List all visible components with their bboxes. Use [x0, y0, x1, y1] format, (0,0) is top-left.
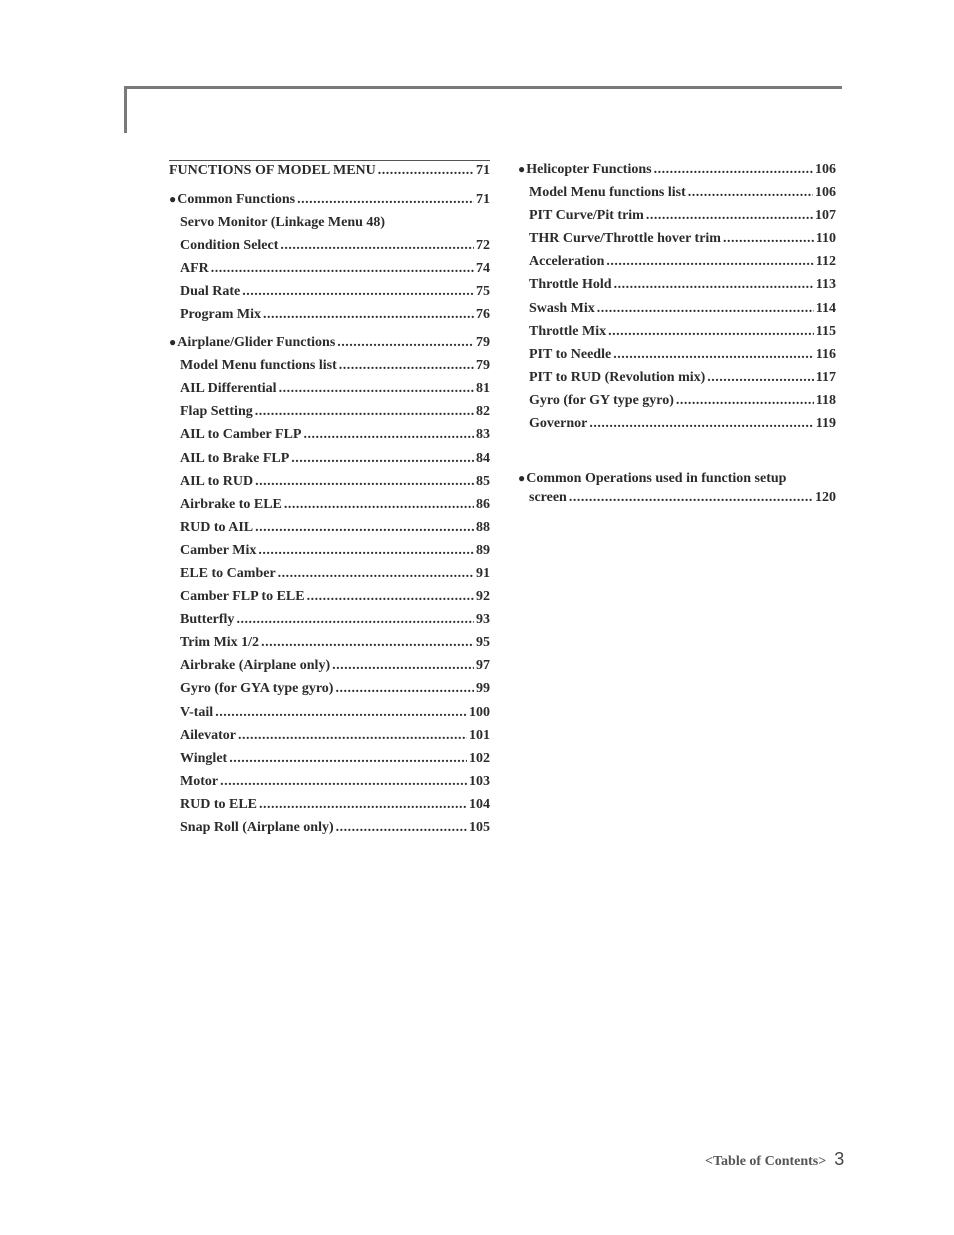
- toc-entry[interactable]: Acceleration ..... 112: [518, 252, 836, 275]
- dot-leader: [229, 749, 467, 768]
- toc-entry[interactable]: Snap Roll (Airplane only) ..... 105: [169, 818, 490, 841]
- toc-entry[interactable]: RUD to ELE ..... 104: [169, 795, 490, 818]
- dot-leader: [258, 541, 474, 560]
- dot-leader: [613, 345, 814, 364]
- dot-leader: [255, 472, 474, 491]
- dot-leader: [211, 259, 474, 278]
- toc-entry[interactable]: Butterfly ..... 93: [169, 610, 490, 633]
- toc-entry[interactable]: V-tail ..... 100: [169, 703, 490, 726]
- dot-leader: [335, 679, 474, 698]
- toc-entry[interactable]: Model Menu functions list ..... 106: [518, 183, 836, 206]
- toc-entry[interactable]: Motor ..... 103: [169, 772, 490, 795]
- toc-section-title[interactable]: [169, 160, 490, 182]
- dot-leader: [284, 495, 474, 514]
- bullet-icon: ●: [518, 471, 526, 486]
- toc-entry[interactable]: Swash Mix ..... 114: [518, 299, 836, 322]
- toc-entry[interactable]: Airbrake to ELE ..... 86: [169, 495, 490, 518]
- toc-entry[interactable]: Ailevator ..... 101: [169, 726, 490, 749]
- page-footer: [705, 1149, 844, 1170]
- dot-leader: [238, 726, 467, 745]
- toc-page-number: 71: [476, 163, 490, 178]
- bullet-icon: ●: [169, 335, 177, 350]
- toc-entry[interactable]: AIL to Brake FLP ..... 84: [169, 449, 490, 472]
- toc-left-column: [169, 160, 490, 841]
- toc-section-title-label: FUNCTIONS OF MODEL MENU: [169, 163, 376, 178]
- header-rule-left: [124, 86, 127, 133]
- toc-group-header[interactable]: ● Helicopter Functions ..... 106: [518, 160, 836, 183]
- toc-entry[interactable]: AIL to RUD ..... 85: [169, 472, 490, 495]
- dot-leader: [723, 229, 814, 248]
- dot-leader: [614, 275, 814, 294]
- toc-entry[interactable]: Winglet ..... 102: [169, 749, 490, 772]
- toc-entry[interactable]: AFR ..... 74: [169, 259, 490, 282]
- bullet-icon: ●: [518, 162, 526, 176]
- dot-leader: [261, 633, 474, 652]
- toc-common-operations[interactable]: [518, 469, 836, 507]
- toc-entry[interactable]: AIL Differential ..... 81: [169, 379, 490, 402]
- toc-entry[interactable]: PIT to Needle ..... 116: [518, 345, 836, 368]
- dot-leader: [280, 236, 474, 255]
- toc-common-ops-line2: screen: [529, 490, 567, 506]
- toc-entry[interactable]: Condition Select ..... 72: [169, 236, 490, 259]
- toc-entry[interactable]: Model Menu functions list ..... 79: [169, 356, 490, 379]
- header-rule-top: [124, 86, 842, 89]
- dot-leader: [339, 356, 474, 375]
- dot-leader: [255, 518, 474, 537]
- footer-toc-link[interactable]: <Table of Contents>: [705, 1154, 827, 1169]
- toc-entry[interactable]: Throttle Hold ..... 113: [518, 275, 836, 298]
- dot-leader: [606, 252, 813, 271]
- dot-leader: [654, 160, 813, 179]
- dot-leader: [589, 414, 813, 433]
- dot-leader: [332, 656, 474, 675]
- toc-right-column: [518, 160, 836, 507]
- toc-entry[interactable]: ELE to Camber ..... 91: [169, 564, 490, 587]
- dot-leader: [279, 379, 474, 398]
- dot-leader: [676, 391, 814, 410]
- dot-leader: [307, 587, 474, 606]
- dot-leader: [236, 610, 474, 629]
- toc-entry[interactable]: Gyro (for GYA type gyro) ..... 99: [169, 679, 490, 702]
- footer-page-number: 3: [834, 1149, 845, 1169]
- dot-leader: [259, 795, 467, 814]
- dot-leader: [278, 564, 474, 583]
- dot-leader: [215, 703, 467, 722]
- dot-leader: [220, 772, 467, 791]
- dot-leader: [688, 183, 813, 202]
- toc-entry[interactable]: Flap Setting ..... 82: [169, 402, 490, 425]
- dot-leader: [337, 333, 474, 352]
- toc-entry[interactable]: PIT to RUD (Revolution mix) ..... 117: [518, 368, 836, 391]
- toc-entry[interactable]: Camber FLP to ELE ..... 92: [169, 587, 490, 610]
- toc-entry[interactable]: Gyro (for GY type gyro) ..... 118: [518, 391, 836, 414]
- dot-leader: [242, 282, 474, 301]
- toc-common-ops-line1: Common Operations used in function setup: [526, 471, 787, 487]
- dot-leader: [597, 299, 814, 318]
- toc-entry[interactable]: Airbrake (Airplane only) ..... 97: [169, 656, 490, 679]
- toc-entry[interactable]: Servo Monitor (Linkage Menu 48): [180, 215, 386, 231]
- toc-entry[interactable]: Governor ..... 119: [518, 414, 836, 437]
- toc-entry[interactable]: Program Mix ..... 76: [169, 305, 490, 328]
- toc-group-header[interactable]: ● Airplane/Glider Functions ..... 79: [169, 333, 490, 356]
- dot-leader: [569, 488, 813, 507]
- toc-entry[interactable]: RUD to AIL ..... 88: [169, 518, 490, 541]
- toc-entry[interactable]: Throttle Mix ..... 115: [518, 322, 836, 345]
- toc-page-number: 120: [815, 490, 836, 506]
- dot-leader: [303, 425, 474, 444]
- dot-leader: [707, 368, 813, 387]
- toc-entry[interactable]: Camber Mix ..... 89: [169, 541, 490, 564]
- dot-leader: [608, 322, 814, 341]
- toc-entry[interactable]: Dual Rate ..... 75: [169, 282, 490, 305]
- dot-leader: [646, 206, 813, 225]
- dot-leader: [336, 818, 467, 837]
- dot-leader: [255, 402, 474, 421]
- dot-leader: [297, 190, 474, 209]
- dot-leader: [291, 449, 474, 468]
- toc-entry[interactable]: Trim Mix 1/2 ..... 95: [169, 633, 490, 656]
- toc-entry[interactable]: AIL to Camber FLP ..... 83: [169, 425, 490, 448]
- toc-entry[interactable]: PIT Curve/Pit trim ..... 107: [518, 206, 836, 229]
- toc-entry[interactable]: THR Curve/Throttle hover trim ..... 110: [518, 229, 836, 252]
- dot-leader: [263, 305, 474, 324]
- toc-group-header[interactable]: ● Common Functions ..... 71: [169, 190, 490, 213]
- bullet-icon: ●: [169, 192, 177, 206]
- dot-leader: [378, 162, 474, 180]
